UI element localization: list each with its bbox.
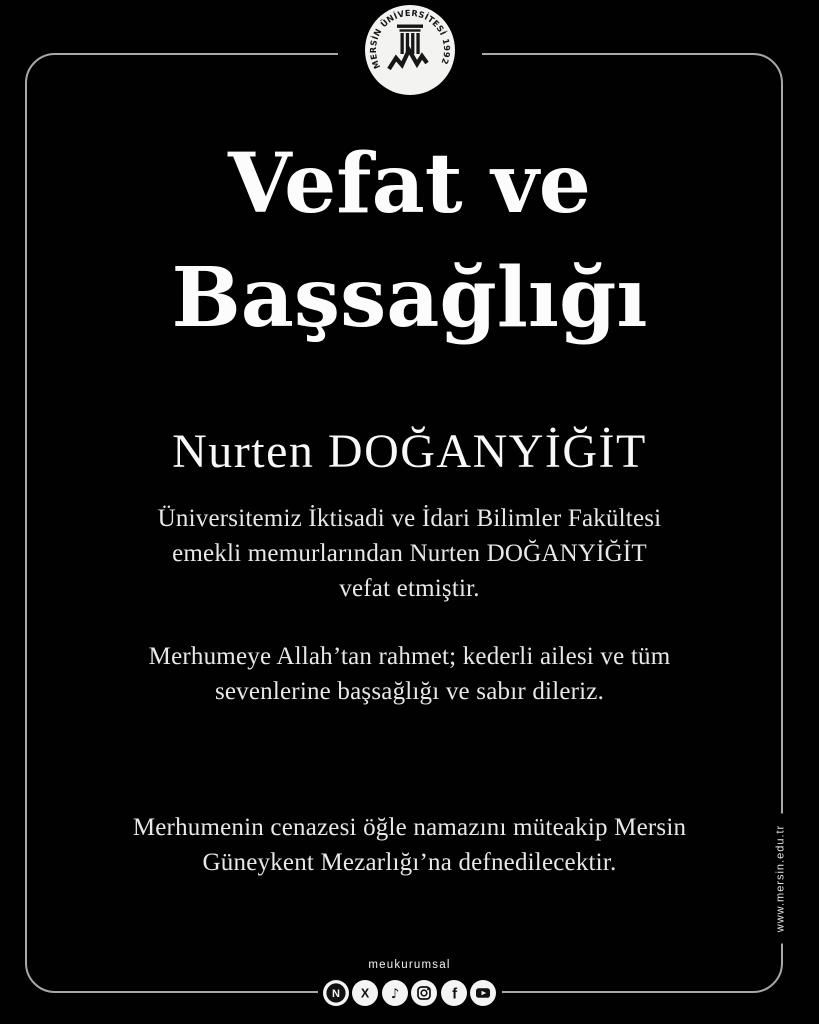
social-icons-row: [0, 980, 819, 1006]
svg-text:N: N: [331, 988, 340, 1001]
instagram-icon[interactable]: [411, 980, 437, 1006]
funeral-line: Merhumenin cenazesi öğle namazını müteakip Mersin: [132, 814, 687, 841]
nsosyal-icon[interactable]: [323, 980, 349, 1006]
funeral-line: Güneykent Mezarlığı’na defnedilecektir.: [202, 849, 617, 876]
condolence-line: sevenlerine başsağlığı ve sabır dileriz.: [214, 678, 605, 705]
page-title: [0, 127, 819, 355]
announcement-paragraph: [0, 501, 819, 606]
deceased-name: Nurten DOĞANYİĞİT: [172, 425, 647, 478]
announcement-line: vefat etmiştir.: [339, 575, 480, 602]
announcement-line: emekli memurlarından Nurten DOĞANYİĞİT: [172, 540, 647, 567]
condolence-line: Merhumeye Allah’tan rahmet; kederli ailesi ve tüm: [148, 643, 671, 670]
svg-text:f: f: [451, 985, 457, 1003]
announcement-line: Üniversitemiz İktisadi ve İdari Bilimler Fakültesi: [157, 505, 662, 532]
mersin-university-logo-icon: [364, 4, 456, 96]
x-twitter-icon[interactable]: [352, 980, 378, 1006]
svg-text:♪: ♪: [390, 985, 400, 1002]
title-line-1: Vefat ve: [228, 136, 591, 232]
tiktok-icon[interactable]: [382, 980, 408, 1006]
svg-text:X: X: [361, 986, 370, 1001]
condolence-paragraph: [0, 639, 819, 709]
logo-circle-text: MERSİN ÜNİVERSİTESİ 1992: [367, 7, 453, 71]
funeral-info-paragraph: [0, 810, 819, 880]
title-line-2: Başsağlığı: [171, 250, 648, 346]
website-url-vertical: www.mersin.edu.tr: [771, 814, 792, 944]
youtube-icon[interactable]: [470, 980, 496, 1006]
facebook-icon[interactable]: [441, 980, 467, 1006]
social-handle: meukurumsal: [368, 959, 451, 971]
